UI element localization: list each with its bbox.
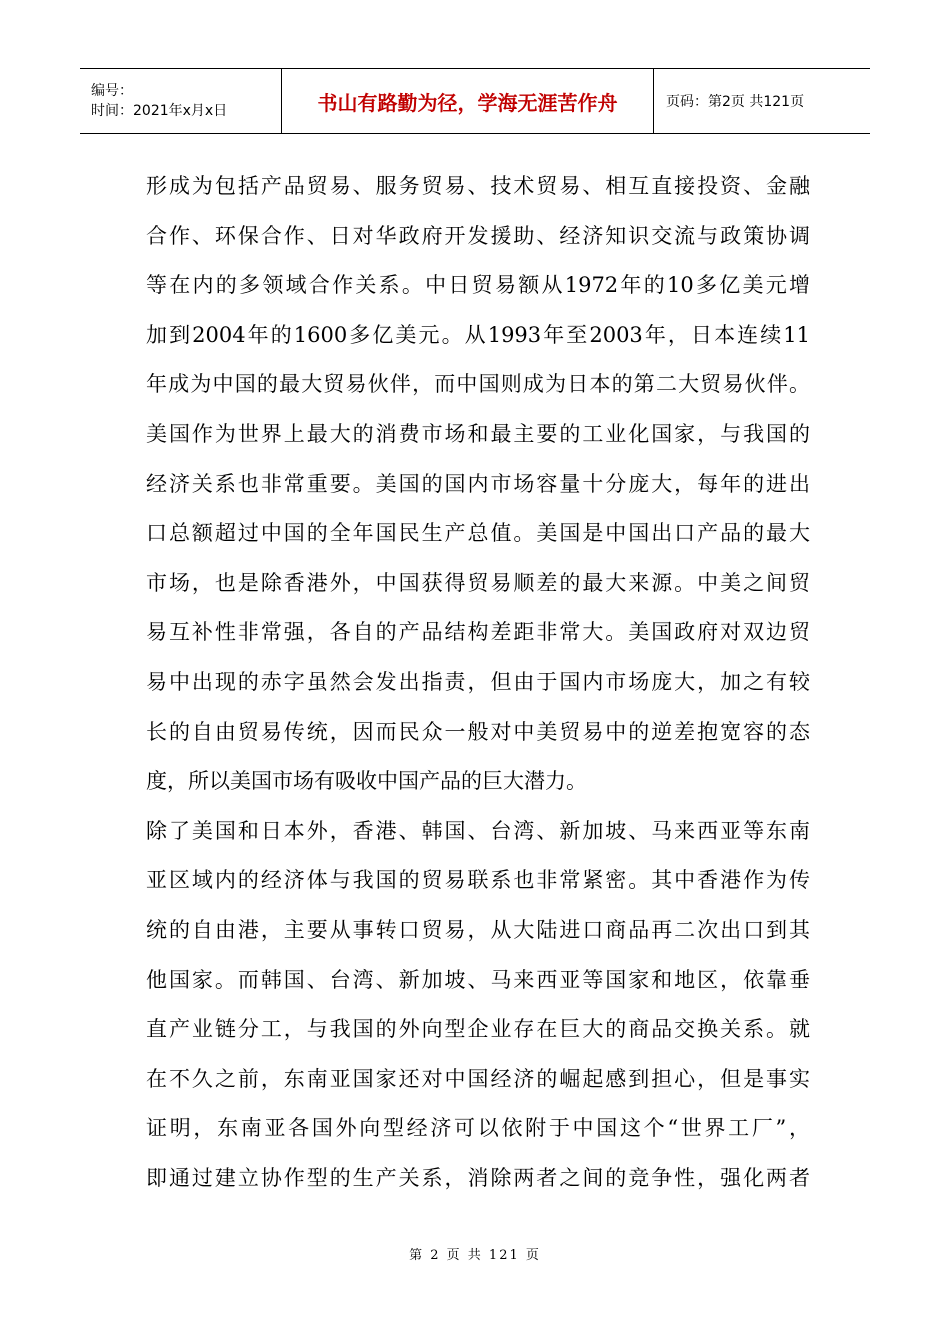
text-line: 加到2004年的1600多亿美元。从1993年至2003年，日本连续11	[146, 322, 810, 347]
text-line: 度，所以美国市场有吸收中国产品的巨大潜力。	[146, 769, 587, 794]
document-number-label: 编号：	[91, 83, 133, 99]
header-page-info: 页码：第2页 共121页	[666, 94, 805, 110]
text-line: 长的自由贸易传统，因而民众一般对中美贸易中的逆差抱宽容的态	[146, 719, 810, 744]
text-line: 美国作为世界上最大的消费市场和最主要的工业化国家，与我国的	[146, 421, 810, 446]
paragraph-us-trade	[146, 410, 810, 807]
text-line: 口总额超过中国的全年国民生产总值。美国是中国出口产品的最大	[146, 521, 810, 546]
document-body	[146, 162, 810, 1203]
page-header	[80, 68, 870, 134]
text-line: 证明，东南亚各国外向型经济可以依附于中国这个“世界工厂”，	[146, 1116, 810, 1141]
paragraph-japan-trade	[146, 162, 810, 410]
text-line: 直产业链分工，与我国的外向型企业存在巨大的商品交换关系。就	[146, 1017, 810, 1042]
text-line: 在不久之前，东南亚国家还对中国经济的崛起感到担心，但是事实	[146, 1066, 810, 1091]
text-line: 统的自由港，主要从事转口贸易，从大陆进口商品再二次出口到其	[146, 917, 810, 942]
text-line: 合作、环保合作、日对华政府开发援助、经济知识交流与政策协调	[146, 223, 810, 248]
text-line: 亚区域内的经济体与我国的贸易联系也非常紧密。其中香港作为传	[146, 868, 810, 893]
text-line: 等在内的多领域合作关系。中日贸易额从1972年的10多亿美元增	[146, 273, 810, 298]
text-line: 经济关系也非常重要。美国的国内市场容量十分庞大，每年的进出	[146, 471, 810, 496]
text-line: 他国家。而韩国、台湾、新加坡、马来西亚等国家和地区，依靠垂	[146, 967, 810, 992]
text-line: 易中出现的赤字虽然会发出指责，但由于国内市场庞大，加之有较	[146, 669, 810, 694]
header-meta	[80, 69, 282, 133]
page-footer: 第 2 页 共 121 页	[409, 1248, 541, 1263]
document-date: 时间：2021年x月x日	[91, 103, 228, 119]
paragraph-asia-trade	[146, 807, 810, 1204]
text-line: 即通过建立协作型的生产关系，消除两者之间的竞争性，强化两者	[146, 1165, 810, 1190]
text-line: 年成为中国的最大贸易伙伴，而中国则成为日本的第二大贸易伙伴。	[146, 372, 810, 397]
header-motto: 书山有路勤为径，学海无涯苦作舟	[282, 69, 654, 133]
text-line: 形成为包括产品贸易、服务贸易、技术贸易、相互直接投资、金融	[146, 174, 810, 198]
text-line: 市场，也是除香港外，中国获得贸易顺差的最大来源。中美之间贸	[146, 570, 810, 595]
text-line: 除了美国和日本外，香港、韩国、台湾、新加坡、马来西亚等东南	[146, 818, 810, 843]
text-line: 易互补性非常强，各自的产品结构差距非常大。美国政府对双边贸	[146, 620, 810, 645]
